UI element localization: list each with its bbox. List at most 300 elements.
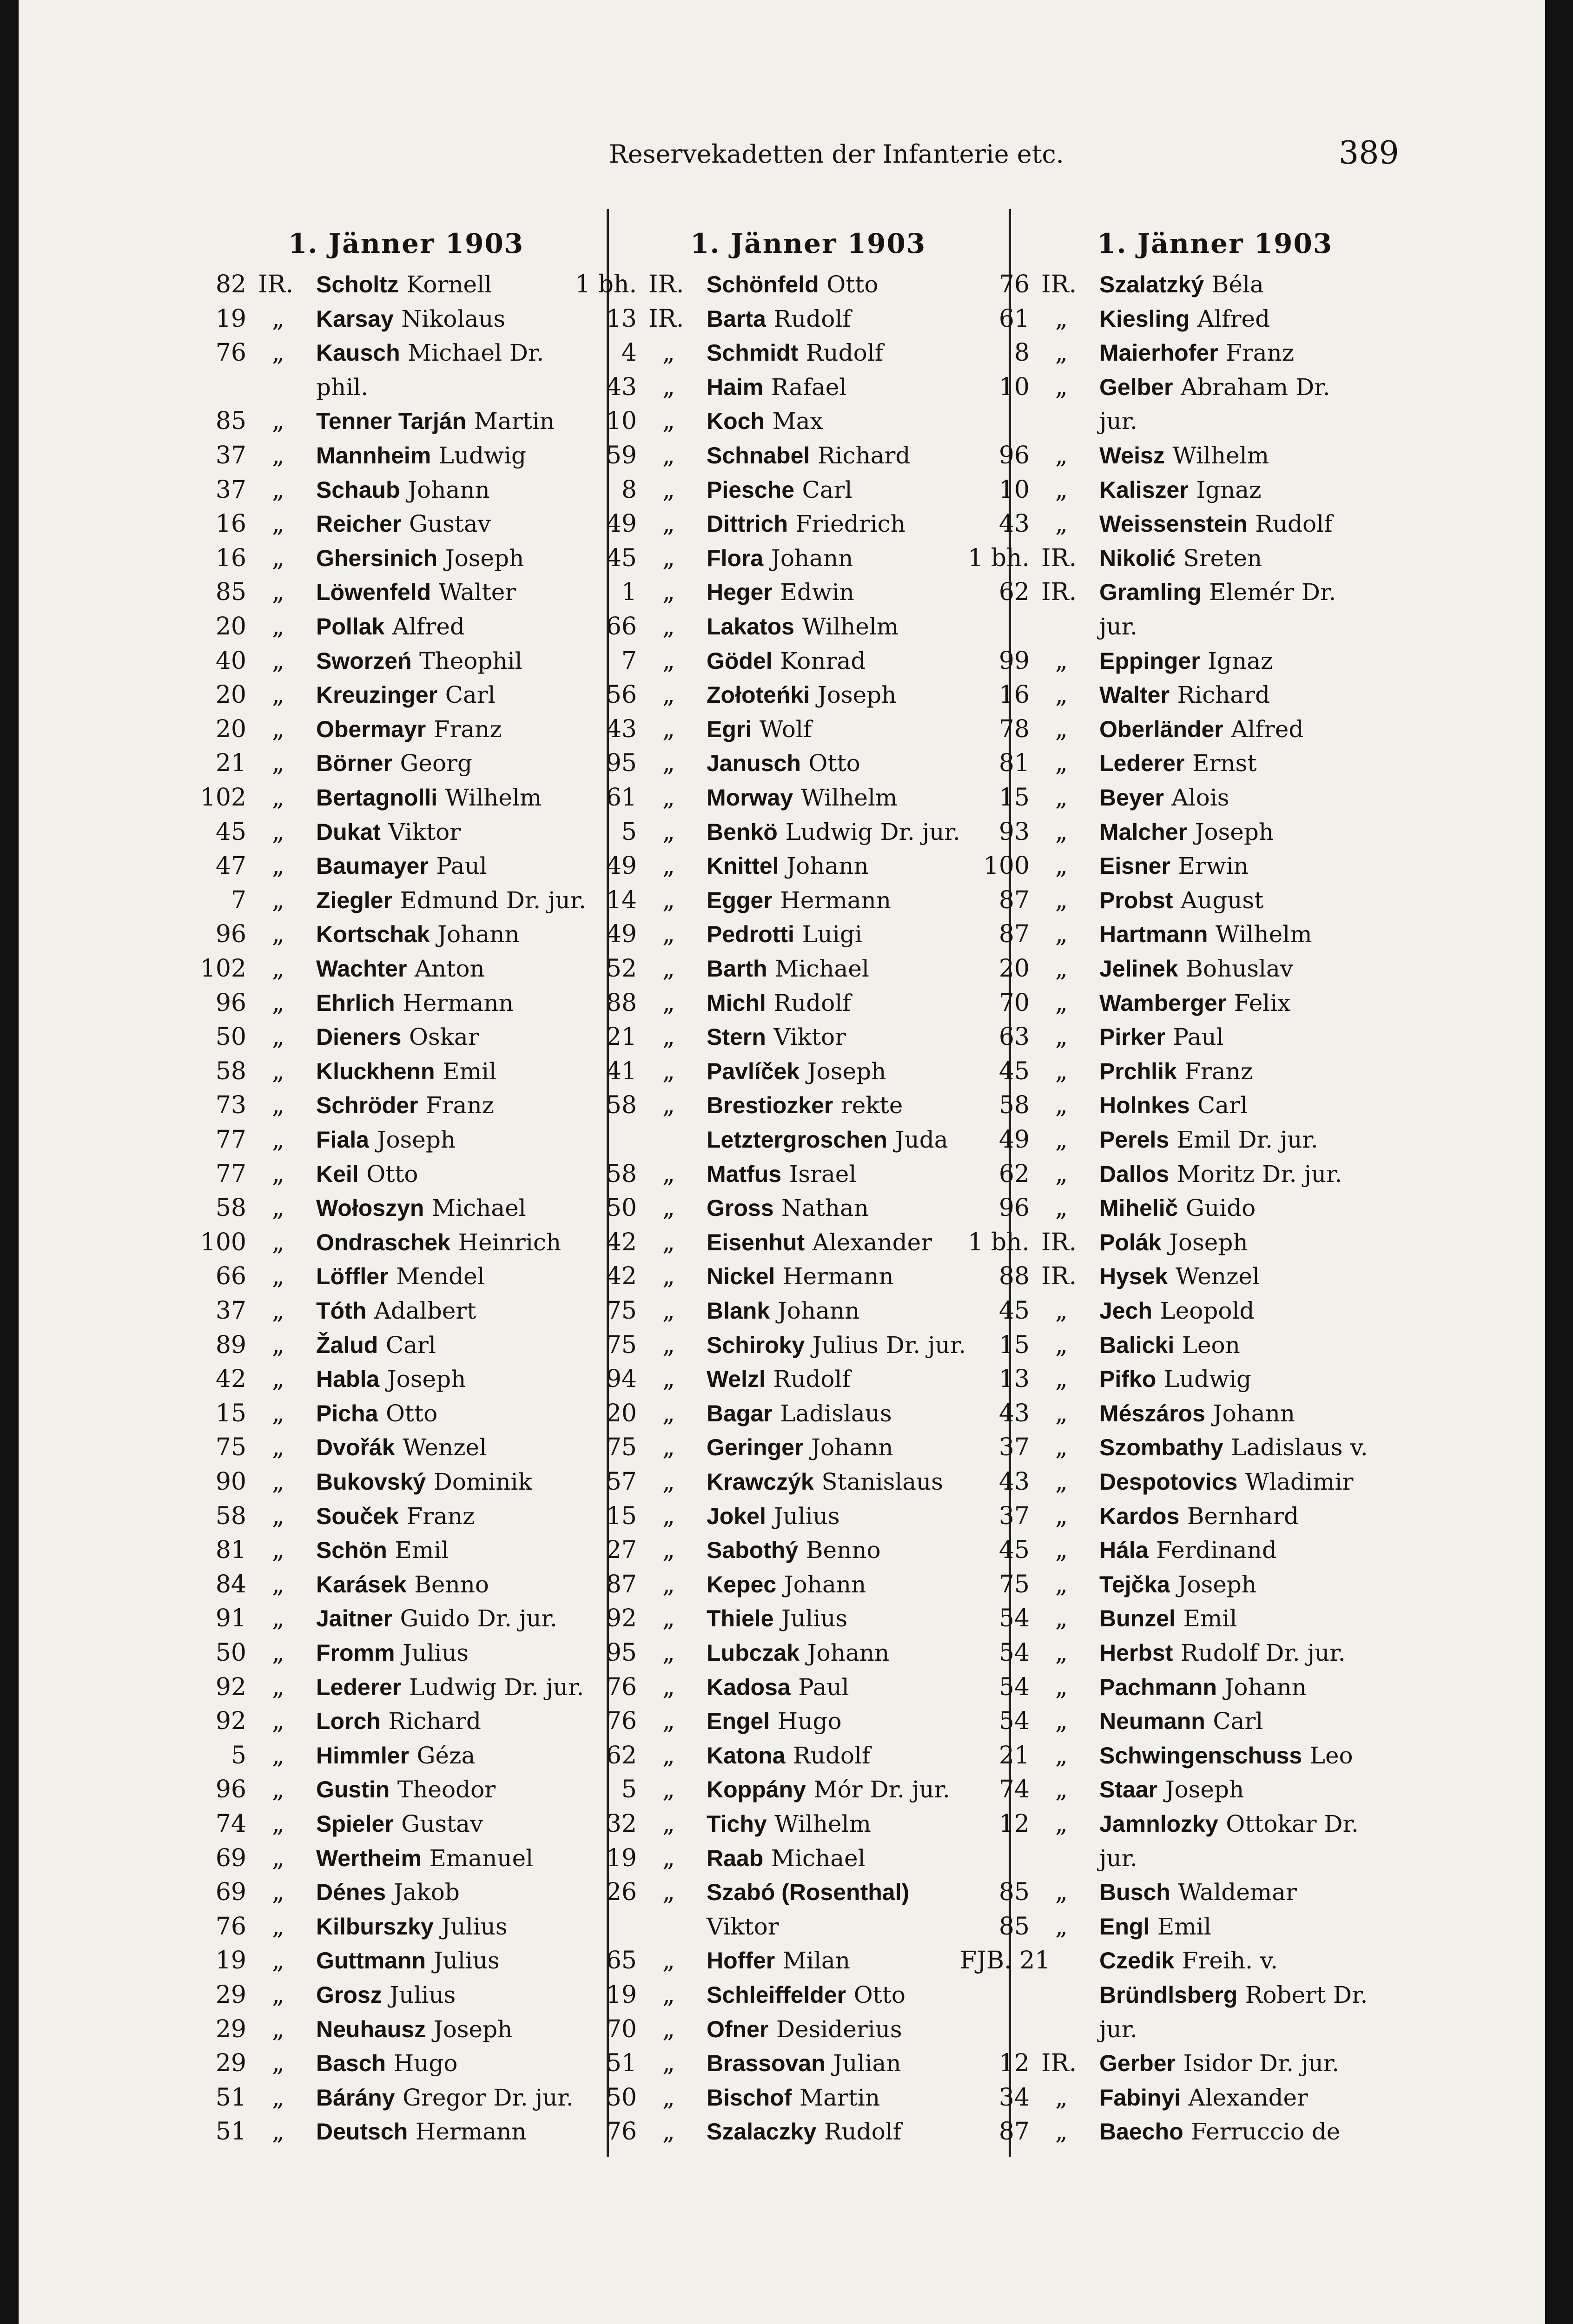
cadet-name	[316, 644, 522, 678]
regiment-number: 96	[998, 442, 1030, 469]
cadet-name	[316, 1670, 584, 1704]
given-name: rekte	[840, 1092, 903, 1119]
list-item	[177, 1875, 595, 1909]
regiment-type: „	[662, 2049, 675, 2078]
regiment-number: 54	[998, 1673, 1030, 1701]
cadet-name	[707, 678, 896, 712]
cadet-name	[707, 2046, 901, 2080]
regiment-type: „	[662, 339, 675, 367]
regiment-type: „	[1055, 1912, 1068, 1941]
list-item	[567, 1362, 995, 1396]
given-name: Julian	[833, 2050, 901, 2077]
surname: Piesche	[707, 476, 795, 503]
cadet-name	[707, 1738, 870, 1773]
regiment-number: 49	[998, 1126, 1030, 1154]
regiment-number: 92	[606, 1604, 637, 1633]
regiment-type: „	[662, 407, 675, 436]
regiment-number: 54	[998, 1639, 1030, 1667]
given-name: Franz	[426, 1092, 494, 1119]
cadet-name	[707, 473, 853, 507]
regiment-number: 29	[215, 1981, 246, 2009]
surname: Heger	[707, 579, 773, 606]
given-name: Bohuslav	[1186, 955, 1294, 982]
surname: Pachmann	[1099, 1674, 1217, 1700]
cadet-name	[707, 1430, 893, 1465]
regiment-type: „	[272, 1673, 284, 1701]
list-item	[567, 678, 995, 712]
regiment-number: 10	[606, 407, 637, 436]
list-item	[177, 1670, 595, 1704]
list-item	[960, 404, 1425, 438]
list-item	[960, 267, 1425, 302]
list-item	[177, 609, 595, 644]
regiment-number: 34	[998, 2083, 1030, 2112]
list-item	[177, 1362, 595, 1396]
given-name: Michael	[775, 955, 869, 982]
regiment-type: „	[272, 681, 284, 709]
regiment-type: „	[662, 1228, 675, 1256]
regiment-number: 92	[215, 1673, 246, 1701]
regiment-number: 1	[621, 578, 637, 607]
list-item	[567, 1636, 995, 1670]
list-item	[177, 1499, 595, 1533]
list-item	[960, 1396, 1425, 1431]
cadet-name	[1099, 780, 1229, 815]
list-item	[567, 1020, 995, 1054]
surname: Busch	[1099, 1879, 1170, 1906]
regiment-number: 100	[983, 852, 1030, 880]
list-item	[567, 1978, 995, 2012]
regiment-type: „	[1055, 1810, 1068, 1838]
cadet-name	[1099, 1465, 1353, 1499]
given-name: Leon	[1182, 1331, 1240, 1359]
surname: Matfus	[707, 1161, 782, 1187]
regiment-type: „	[1055, 1057, 1068, 1085]
surname: Gödel	[707, 647, 773, 674]
surname: Wołoszyn	[316, 1195, 424, 1221]
surname: Dieners	[316, 1024, 402, 1050]
surname: Hartmann	[1099, 921, 1208, 948]
cadet-name	[316, 1362, 466, 1396]
list-item	[177, 1328, 595, 1362]
regiment-type: „	[272, 2015, 284, 2043]
surname: Tóth	[316, 1298, 367, 1324]
list-item	[567, 1328, 995, 1362]
list-item	[177, 1738, 595, 1773]
list-item	[177, 438, 595, 473]
regiment-number: 15	[606, 1502, 637, 1530]
regiment-type: „	[662, 1878, 675, 1907]
list-item	[960, 438, 1425, 473]
surname: Koch	[707, 408, 765, 435]
surname: Ondraschek	[316, 1229, 451, 1255]
surname: Haim	[707, 374, 764, 400]
cadet-name	[316, 1088, 494, 1122]
list-item	[960, 1122, 1425, 1157]
given-name: Johann	[784, 1571, 866, 1598]
surname: Egri	[707, 716, 752, 742]
regiment-number: 77	[215, 1160, 246, 1188]
surname: Pavlíček	[707, 1058, 800, 1084]
given-name: jur.	[1099, 2015, 1138, 2043]
regiment-number: 49	[606, 920, 637, 949]
regiment-number: 76	[606, 2118, 637, 2146]
surname: Kortschak	[316, 921, 430, 948]
given-name: Johann	[777, 1297, 860, 1324]
surname: Beyer	[1099, 785, 1164, 811]
regiment-type: „	[662, 1057, 675, 1085]
list-item	[567, 1259, 995, 1294]
list-item	[177, 849, 595, 883]
given-name: Viktor	[773, 1023, 846, 1051]
regiment-type: „	[272, 1091, 284, 1120]
surname: Thiele	[707, 1605, 774, 1632]
regiment-number: 90	[215, 1468, 246, 1496]
given-name: Walter	[438, 579, 516, 606]
cadet-name	[316, 575, 516, 609]
regiment-type: „	[272, 784, 284, 812]
given-name: Desiderius	[776, 2015, 902, 2043]
regiment-number: 4	[621, 339, 637, 367]
list-item	[960, 1978, 1425, 2012]
regiment-type: „	[272, 1228, 284, 1256]
cadet-name	[1099, 2046, 1339, 2080]
cadet-name	[316, 986, 514, 1020]
given-name: Rudolf	[806, 339, 884, 367]
list-item	[567, 917, 995, 951]
regiment-type: „	[1055, 749, 1068, 778]
list-item	[960, 1020, 1425, 1054]
list-item	[177, 1567, 595, 1602]
surname: Schleiffelder	[707, 1982, 846, 2008]
regiment-type: „	[662, 2118, 675, 2146]
regiment-type: „	[1055, 1297, 1068, 1325]
regiment-number: 13	[998, 1365, 1030, 1393]
surname: Kaliszer	[1099, 476, 1189, 503]
surname: Mészáros	[1099, 1400, 1205, 1426]
cadet-name	[1099, 1943, 1278, 1978]
cadet-name	[707, 1054, 886, 1089]
regiment-number: 32	[606, 1810, 637, 1838]
regiment-number: 45	[606, 544, 637, 572]
cadet-name	[1099, 1259, 1260, 1294]
regiment-number: 54	[998, 1604, 1030, 1633]
regiment-type: „	[272, 2083, 284, 2112]
regiment-type: „	[272, 339, 284, 367]
regiment-number: 21	[606, 1023, 637, 1051]
regiment-type: „	[662, 1604, 675, 1633]
regiment-number: 76	[606, 1673, 637, 1701]
given-name: Johann	[1224, 1673, 1307, 1701]
given-name: Moritz Dr. jur.	[1176, 1160, 1342, 1188]
given-name: Abraham Dr.	[1180, 373, 1330, 401]
regiment-type: „	[662, 920, 675, 949]
surname: Geringer	[707, 1434, 804, 1461]
regiment-number: 20	[606, 1399, 637, 1427]
regiment-number: 75	[606, 1297, 637, 1325]
cadet-name	[707, 780, 897, 815]
cadet-name	[316, 1738, 475, 1773]
regiment-number: 12	[998, 1810, 1030, 1838]
regiment-type: IR.	[648, 271, 684, 298]
regiment-number: 74	[215, 1810, 246, 1838]
regiment-type: „	[662, 1741, 675, 1769]
cadet-name	[707, 746, 860, 780]
list-item	[567, 336, 995, 370]
list-item	[177, 1191, 595, 1225]
cadet-name	[707, 1328, 966, 1362]
cadet-name	[316, 1636, 469, 1670]
list-item	[960, 986, 1425, 1020]
surname: Jaitner	[316, 1605, 392, 1632]
regiment-type: „	[1055, 2083, 1068, 2112]
given-name: Hermann	[780, 886, 891, 914]
given-name: Carl	[802, 476, 853, 503]
surname: Dallos	[1099, 1161, 1170, 1187]
list-item	[177, 404, 595, 438]
regiment-number: 49	[606, 510, 637, 538]
cadet-name	[316, 609, 465, 644]
regiment-type: „	[1055, 1639, 1068, 1667]
cadet-name	[707, 404, 823, 438]
given-name: Wenzel	[403, 1434, 487, 1461]
cadet-name	[316, 815, 461, 849]
cadet-name	[316, 2080, 574, 2115]
regiment-type: IR.	[258, 271, 294, 298]
cadet-name	[707, 267, 879, 302]
cadet-name	[1099, 1978, 1368, 2012]
given-name: Ignaz	[1196, 476, 1262, 503]
list-item	[960, 1875, 1425, 1909]
surname: Kepec	[707, 1571, 777, 1598]
given-name: Ladislaus	[780, 1400, 892, 1427]
cadet-name	[1099, 541, 1262, 575]
regiment-type: „	[662, 784, 675, 812]
regiment-number: 49	[606, 852, 637, 880]
cadet-name	[707, 1191, 869, 1225]
regiment-number: 66	[215, 1262, 246, 1291]
surname: Souček	[316, 1503, 399, 1529]
list-item	[960, 1430, 1425, 1465]
regiment-type: „	[272, 920, 284, 949]
given-name: Freih. v.	[1182, 1947, 1278, 1974]
given-name: Nathan	[781, 1195, 869, 1222]
regiment-type: „	[272, 475, 284, 504]
surname: Kreuzinger	[316, 682, 438, 708]
document-page	[19, 0, 1545, 2324]
list-item	[567, 1807, 995, 1841]
given-name: Michael	[431, 1195, 526, 1222]
regiment-number: 5	[621, 1776, 637, 1804]
regiment-number: 89	[215, 1331, 246, 1359]
list-item	[177, 1636, 595, 1670]
given-name: Edmund Dr. jur.	[400, 886, 586, 914]
given-name: Paul	[798, 1673, 849, 1701]
cadet-name	[316, 1396, 437, 1431]
surname: Bertagnolli	[316, 785, 438, 811]
regiment-type: „	[272, 1639, 284, 1667]
given-name: Edwin	[780, 579, 854, 606]
list-item	[567, 1670, 995, 1704]
given-name: Franz	[406, 1502, 475, 1530]
regiment-type: „	[1055, 1194, 1068, 1222]
cadet-name	[707, 1294, 859, 1328]
given-name: Benno	[414, 1571, 489, 1598]
cadet-name	[316, 541, 524, 575]
given-name: Elemér Dr.	[1209, 579, 1336, 606]
cadet-name	[1099, 1772, 1244, 1807]
list-item	[177, 2046, 595, 2080]
given-name: Julius	[773, 1502, 840, 1530]
given-name: Israel	[789, 1160, 857, 1188]
regiment-number: 5	[231, 1741, 246, 1769]
regiment-type: „	[272, 407, 284, 436]
surname: Barth	[707, 956, 767, 982]
regiment-type: „	[272, 1981, 284, 2009]
surname: Koppány	[707, 1776, 806, 1803]
regiment-type: „	[662, 715, 675, 743]
given-name: Max	[772, 408, 823, 435]
cadet-name	[1099, 473, 1261, 507]
given-name: Ignaz	[1208, 647, 1273, 674]
given-name: jur.	[1099, 1844, 1138, 1872]
regiment-number: 62	[606, 1741, 637, 1769]
cadet-name	[1099, 1636, 1346, 1670]
cadet-name	[707, 712, 812, 746]
list-item	[177, 883, 595, 918]
surname: Stern	[707, 1024, 766, 1050]
list-item	[177, 1465, 595, 1499]
regiment-type: „	[662, 1023, 675, 1051]
surname: Blank	[707, 1298, 770, 1324]
list-item	[960, 712, 1425, 746]
list-item	[960, 1704, 1425, 1738]
running-header-title: Reservekadetten der Infanterie etc.	[609, 139, 1064, 169]
surname: Jelinek	[1099, 956, 1178, 982]
surname: Spieler	[316, 1811, 394, 1837]
surname: Karásek	[316, 1571, 407, 1598]
surname: Lederer	[316, 1674, 402, 1700]
regiment-type: „	[272, 304, 284, 333]
surname: Malcher	[1099, 819, 1187, 845]
regiment-type: „	[662, 1365, 675, 1393]
surname: Raab	[707, 1845, 764, 1871]
list-item	[567, 1088, 995, 1122]
regiment-number: 69	[215, 1844, 246, 1872]
given-name: Otto	[808, 750, 860, 777]
regiment-number: 43	[998, 510, 1030, 538]
surname: Keil	[316, 1161, 359, 1187]
regiment-number: 43	[606, 373, 637, 401]
regiment-type: „	[662, 1844, 675, 1872]
list-item	[960, 1294, 1425, 1328]
cadet-name	[1099, 746, 1256, 780]
list-item	[960, 1533, 1425, 1567]
regiment-type: IR.	[1041, 578, 1077, 607]
cadet-name	[707, 1841, 866, 1875]
regiment-number: 85	[215, 407, 246, 436]
surname: Bukovský	[316, 1469, 426, 1495]
regiment-type: „	[662, 1399, 675, 1427]
regiment-number: 14	[606, 886, 637, 914]
regiment-number: 50	[606, 2083, 637, 2112]
list-item	[567, 1294, 995, 1328]
surname: Szalatzký	[1099, 271, 1204, 297]
regiment-type: „	[1055, 1878, 1068, 1907]
surname: Bründlsberg	[1099, 1982, 1238, 2008]
regiment-number: 87	[998, 886, 1030, 914]
surname: Hoffer	[707, 1948, 775, 1974]
surname: Bagar	[707, 1400, 773, 1426]
given-name: Emil Dr. jur.	[1176, 1126, 1318, 1153]
list-item	[177, 575, 595, 609]
regiment-type: „	[272, 1057, 284, 1085]
regiment-type: „	[1055, 886, 1068, 914]
surname: Habla	[316, 1366, 380, 1393]
regiment-number: 54	[998, 1707, 1030, 1736]
regiment-number: 29	[215, 2049, 246, 2078]
regiment-number: 75	[606, 1331, 637, 1359]
surname: Jech	[1099, 1298, 1152, 1324]
cadet-name	[707, 1601, 847, 1636]
list-item	[567, 1225, 995, 1260]
given-name: Julius	[433, 1947, 500, 1974]
surname: Eisner	[1099, 853, 1170, 879]
surname: Tenner Tarján	[316, 408, 467, 435]
given-name: Béla	[1211, 271, 1264, 298]
given-name: Johann	[811, 1434, 893, 1461]
regiment-number: 58	[998, 1091, 1030, 1120]
given-name: Johann	[807, 1639, 890, 1666]
cadet-name	[316, 1875, 460, 1909]
list-item	[567, 1157, 995, 1191]
cadet-name	[316, 746, 472, 780]
surname: Staar	[1099, 1776, 1158, 1803]
list-item	[960, 780, 1425, 815]
list-item	[567, 1841, 995, 1875]
cadet-name	[1099, 2012, 1137, 2047]
list-item	[177, 1054, 595, 1089]
surname: Katona	[707, 1742, 786, 1769]
cadet-name	[316, 780, 542, 815]
given-name: Robert Dr.	[1245, 1981, 1368, 2008]
surname: Krawczýk	[707, 1469, 814, 1495]
cadet-name	[1099, 986, 1290, 1020]
given-name: Georg	[400, 750, 472, 777]
regiment-number: 75	[606, 1433, 637, 1462]
list-item	[960, 815, 1425, 849]
cadet-name	[1099, 1328, 1240, 1362]
list-item	[960, 849, 1425, 883]
list-item	[177, 1157, 595, 1191]
cadet-name	[1099, 815, 1274, 849]
surname: Eisenhut	[707, 1229, 805, 1255]
regiment-type: „	[272, 1365, 284, 1393]
regiment-number: 42	[606, 1262, 637, 1291]
cadet-name	[1099, 1020, 1224, 1054]
list-item	[960, 1259, 1425, 1294]
regiment-type: „	[1055, 1433, 1068, 1462]
given-name: Joseph	[433, 2015, 513, 2043]
regiment-type: „	[662, 852, 675, 880]
cadet-name	[316, 1157, 418, 1191]
regiment-number: 58	[215, 1502, 246, 1530]
regiment-type: „	[1055, 2118, 1068, 2146]
regiment-number: FJB. 21	[960, 1947, 1051, 1975]
cadet-name	[707, 1396, 892, 1431]
given-name: Alfred	[1231, 715, 1304, 743]
regiment-type: „	[662, 578, 675, 607]
